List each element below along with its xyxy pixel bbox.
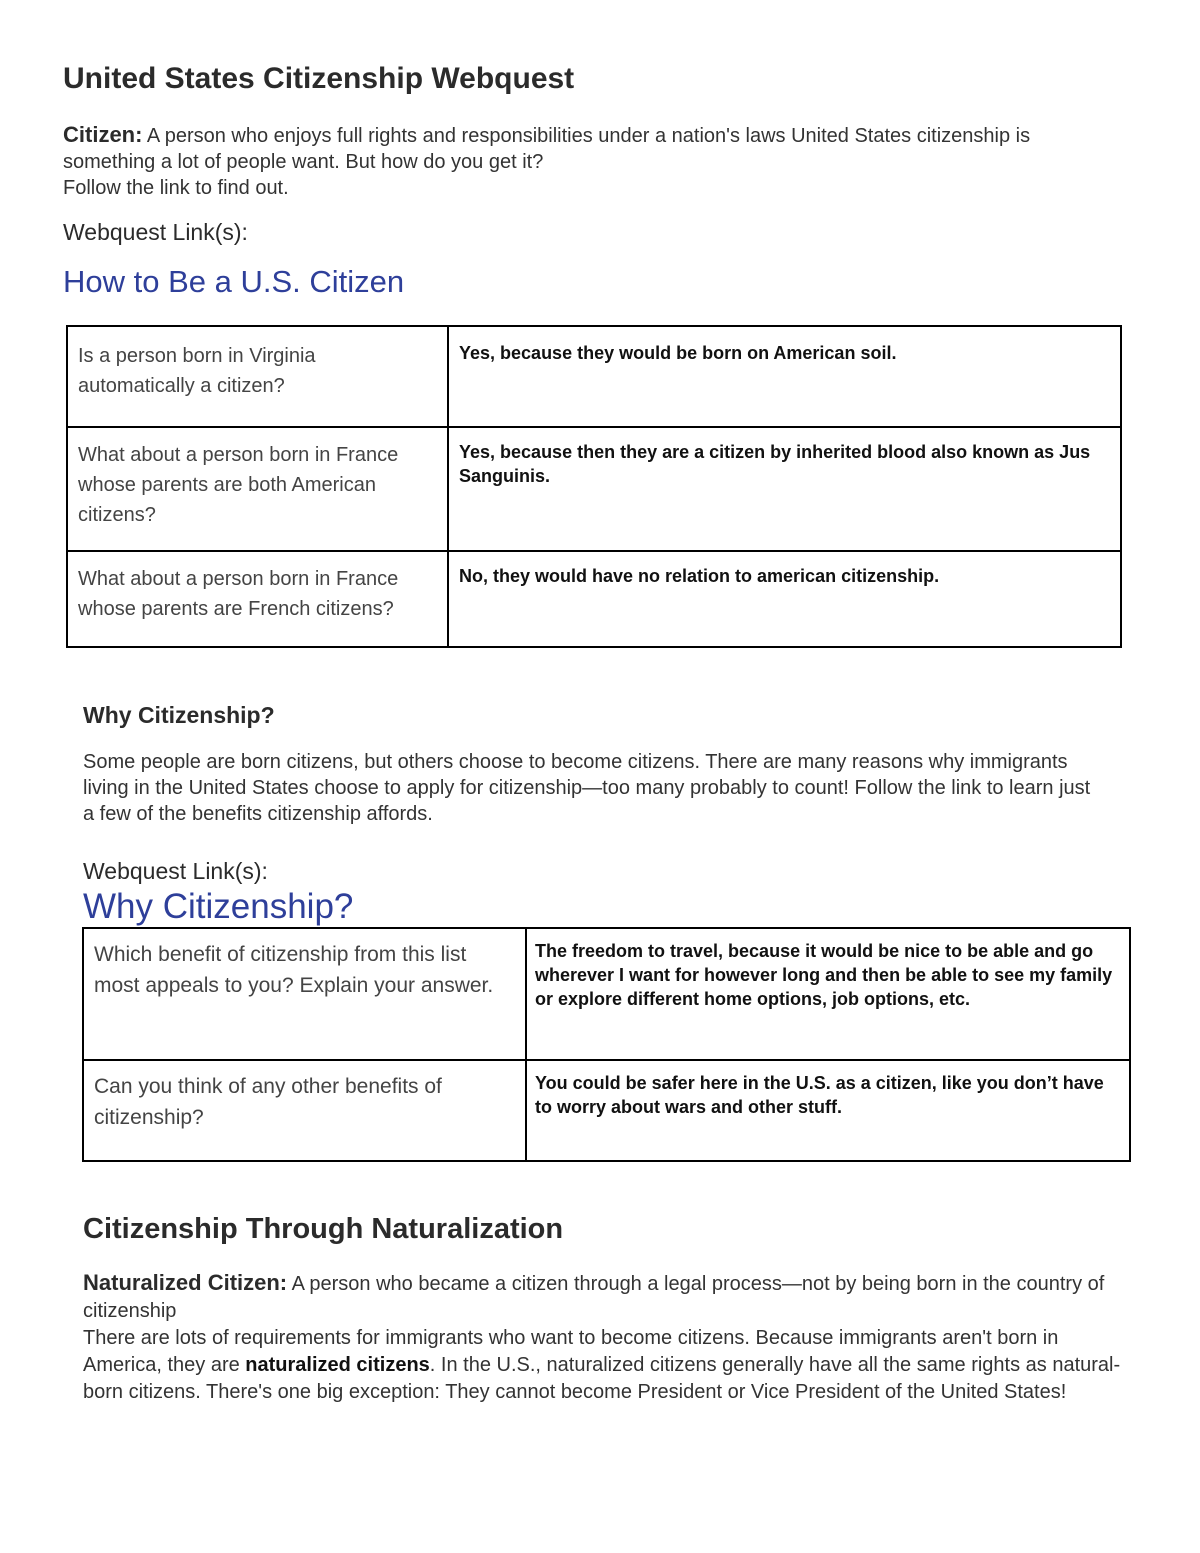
naturalized-citizen-term: Naturalized Citizen: — [83, 1270, 288, 1295]
webquest-link-how-to-be-citizen[interactable]: How to Be a U.S. Citizen — [63, 264, 405, 299]
naturalized-definition-text: A person who became a citizen through a legal process—not by being born in the country of citizenship — [83, 1273, 1105, 1322]
intro-instruction: Follow the link to find out. — [63, 177, 289, 199]
table-row — [67, 326, 1121, 427]
naturalization-body-end: . In the U.S., naturalized citizens generally have all the same rights as natural-born citizens. There's one big exception: They cannot become President or Vice President of the United States! — [83, 1354, 1121, 1403]
webquest-link-why-citizenship[interactable]: Why Citizenship? — [83, 887, 354, 926]
citizen-definition-text: A person who enjoys full rights and responsibilities under a nation's laws United States citizenship is something a lot of people want. But how do you get it? — [63, 125, 1031, 173]
citizenship-table-1 — [66, 325, 1122, 648]
table-row — [83, 1060, 1130, 1161]
page-title: United States Citizenship Webquest — [63, 62, 575, 95]
table-row — [83, 928, 1130, 1060]
naturalized-citizens-bold: naturalized citizens — [245, 1354, 430, 1376]
answer-cell[interactable]: Yes, because then they are a citizen by inherited blood also known as Jus Sanguinis. — [448, 427, 1121, 551]
table-row — [67, 427, 1121, 551]
answer-cell[interactable]: No, they would have no relation to american citizenship. — [448, 551, 1121, 647]
question-cell: What about a person born in France whose parents are French citizens? — [67, 551, 448, 647]
table-row — [67, 551, 1121, 647]
citizen-definition — [63, 122, 1063, 201]
question-cell: What about a person born in France whose parents are both American citizens? — [67, 427, 448, 551]
question-cell: Which benefit of citizenship from this list most appeals to you? Explain your answer. — [83, 928, 526, 1060]
question-cell: Can you think of any other benefits of citizenship? — [83, 1060, 526, 1161]
naturalized-citizen-definition — [83, 1269, 1128, 1406]
answer-cell[interactable]: The freedom to travel, because it would be nice to be able and go wherever I want for however long and then be able to see my family or explore different home options, job options, etc. — [526, 928, 1130, 1060]
question-cell: Is a person born in Virginia automatically a citizen? — [67, 326, 448, 427]
answer-cell[interactable]: You could be safer here in the U.S. as a citizen, like you don’t have to worry about wars and other stuff. — [526, 1060, 1130, 1161]
citizenship-table-2 — [82, 927, 1131, 1162]
citizen-term: Citizen: — [63, 122, 143, 147]
webquest-links-label-1: Webquest Link(s): — [63, 219, 248, 245]
naturalization-heading: Citizenship Through Naturalization — [83, 1213, 564, 1245]
webquest-links-label-2: Webquest Link(s): — [83, 858, 268, 884]
naturalization-body-start: There are lots of requirements for immigrants who want to become citizens. Because immigrants aren't born in America, they are — [83, 1327, 1059, 1376]
answer-cell[interactable]: Yes, because they would be born on American soil. — [448, 326, 1121, 427]
why-citizenship-heading: Why Citizenship? — [83, 702, 275, 728]
why-citizenship-body: Some people are born citizens, but others choose to become citizens. There are many reasons why immigrants living in the United States choose to apply for citizenship—too many probably to count! Follow the link to learn just a few of the benefits citizenship affords. — [83, 751, 1091, 825]
